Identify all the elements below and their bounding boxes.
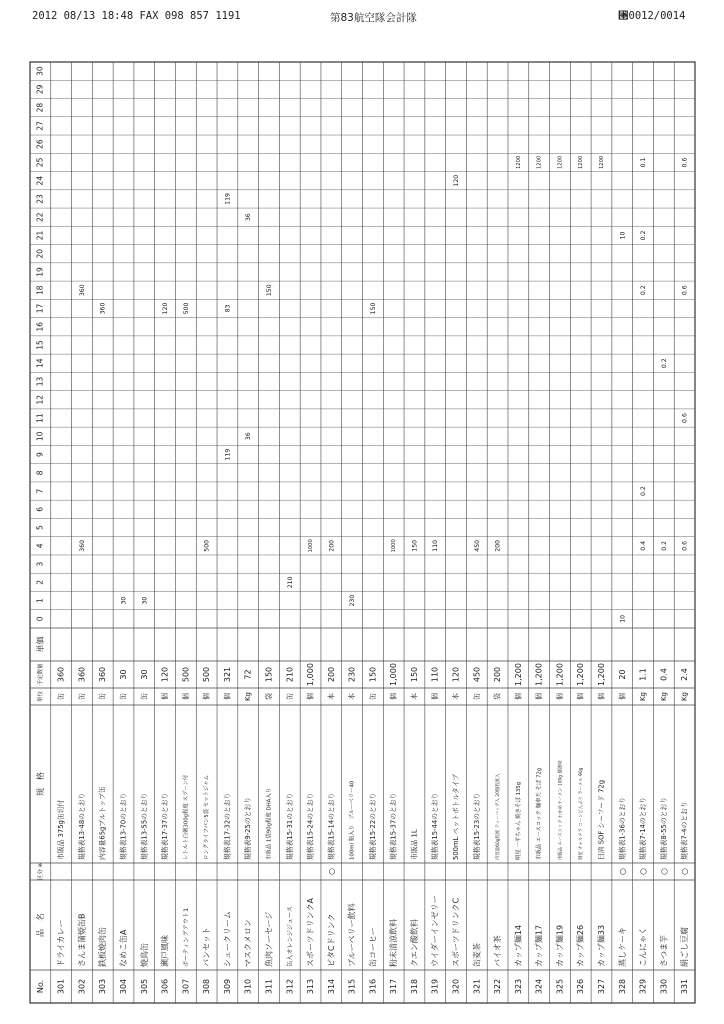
item-unit: 個 — [576, 693, 585, 700]
item-name: 蒸しケーキ — [617, 927, 627, 967]
table-row — [243, 213, 253, 994]
item-spec: 規格表9-25のとおり — [244, 796, 253, 860]
row-number: 313 — [306, 978, 316, 995]
day-cell-4: 450 — [473, 539, 481, 552]
item-name: パンセット — [202, 927, 212, 967]
row-number: 318 — [409, 978, 419, 995]
item-unit: 缶 — [285, 693, 294, 700]
day-cell-17: 500 — [182, 302, 190, 315]
table-row — [596, 156, 606, 994]
table-row — [388, 539, 398, 994]
item-spec: 内容量60g程度 ティーバッグ入 20個程度入 — [496, 773, 502, 860]
header-spec: 規 格 — [35, 772, 45, 796]
header-day-3: 3 — [35, 561, 45, 567]
item-name: 缶コーヒー — [368, 927, 378, 967]
header-price: 単価 — [35, 636, 45, 653]
item-spec: 規格表13-70のとおり — [119, 792, 128, 860]
item-name: ビタCドリンク — [326, 913, 336, 967]
item-spec: 規格表1-36のとおり — [618, 796, 627, 860]
item-spec: 規格表15-31のとおり — [285, 792, 294, 860]
header-day-1: 1 — [35, 598, 45, 604]
item-quantity: 360 — [98, 666, 108, 683]
day-cell-17: 150 — [369, 302, 377, 315]
day-cell-1: 30 — [141, 596, 149, 605]
item-name: ウイダーインゼリー — [430, 895, 440, 967]
item-spec: 規格表15-14のとおり — [327, 792, 336, 860]
table-row — [409, 540, 419, 994]
row-number: 328 — [617, 978, 627, 995]
item-unit: 個 — [161, 693, 170, 700]
header-unit: 単位 — [37, 690, 44, 703]
row-number: 304 — [119, 978, 129, 995]
item-unit: 缶 — [140, 693, 149, 700]
item-quantity: 1,000 — [389, 663, 399, 686]
day-cell-18: 0.2 — [640, 285, 648, 296]
day-cell-17: 83 — [224, 304, 232, 313]
item-unit: 個 — [431, 693, 440, 700]
row-mark: ○ — [638, 868, 648, 875]
header-day-4: 4 — [35, 543, 45, 549]
item-spec: 規格表15-23のとおり — [472, 792, 481, 860]
header-no: No. — [35, 979, 45, 994]
header-day-13: 13 — [35, 376, 45, 387]
header-day-29: 29 — [35, 84, 45, 95]
row-number: 315 — [347, 978, 357, 995]
row-mark: ○ — [326, 868, 336, 875]
item-quantity: 210 — [285, 666, 295, 683]
table-row — [513, 156, 523, 994]
item-name: なめこ缶A — [119, 929, 129, 967]
day-cell-4: 110 — [432, 539, 440, 552]
item-unit: 缶 — [472, 693, 481, 700]
item-unit: 個 — [306, 693, 315, 700]
day-cell-18: 0.6 — [681, 285, 689, 296]
item-quantity: 120 — [451, 666, 461, 683]
row-number: 301 — [56, 978, 66, 995]
day-cell-4: 1000 — [391, 539, 398, 553]
row-mark: ○ — [680, 868, 690, 875]
item-unit: Kg — [659, 691, 668, 702]
item-spec: 明星 チャルメラ コーンどんぶり ラーメル 90g — [579, 767, 585, 860]
day-cell-23: 119 — [224, 193, 232, 205]
header-day-24: 24 — [35, 175, 45, 186]
item-quantity: 321 — [222, 666, 232, 683]
item-name: クエン酸飲料 — [409, 919, 419, 967]
row-number: 326 — [576, 978, 586, 995]
table-row — [118, 597, 128, 995]
item-unit: Kg — [680, 691, 689, 702]
table-row — [679, 157, 689, 994]
item-spec: 規格表7-14のとおり — [639, 796, 648, 860]
day-cell-25: 1200 — [578, 155, 585, 170]
header-day-30: 30 — [35, 66, 45, 76]
header-day-19: 19 — [35, 267, 45, 277]
header-day-5: 5 — [35, 525, 45, 530]
fax-header-page: ⑓0012/0014 — [618, 10, 686, 22]
table-row — [326, 540, 336, 994]
table-row — [658, 358, 668, 994]
header-day-2: 2 — [35, 579, 45, 585]
item-spec: 明星 一平ちゃん 焼きそば 135g — [515, 781, 522, 860]
item-spec: ロングライフパン5袋 セットジャム — [204, 774, 211, 860]
item-spec: 市販品 1L — [410, 829, 419, 860]
item-quantity: 1,200 — [555, 663, 565, 686]
row-number: 321 — [472, 978, 482, 995]
day-cell-17: 360 — [99, 302, 107, 315]
day-cell-2: 210 — [286, 576, 294, 589]
day-cell-18: 150 — [265, 284, 273, 297]
item-spec: 規格表15-37のとおり — [389, 792, 398, 860]
row-number: 306 — [160, 978, 170, 995]
item-unit: 缶 — [98, 693, 107, 700]
item-unit: Kg — [639, 691, 648, 702]
header-day-7: 7 — [35, 488, 45, 494]
header-day-17: 17 — [35, 303, 45, 314]
item-unit: 個 — [618, 693, 627, 700]
fax-header-left: 2012 08/13 18:48 FAX 098 857 1191 — [32, 10, 241, 22]
item-name: 鉄板焼肉缶 — [98, 927, 108, 967]
item-unit: 缶 — [77, 693, 86, 700]
row-number: 310 — [243, 978, 253, 995]
item-name: カップ麺26 — [576, 924, 586, 967]
item-unit: 本 — [348, 693, 357, 700]
day-cell-21: 0.2 — [640, 230, 648, 241]
day-cell-25: 1200 — [598, 155, 605, 170]
row-number: 303 — [98, 978, 108, 995]
item-quantity: 30 — [139, 669, 149, 680]
item-name: カップ麺17 — [534, 924, 544, 967]
item-spec: レトルト白粥300g程度 スプーン付 — [183, 774, 190, 860]
item-quantity: 360 — [56, 666, 66, 683]
item-unit: 袋 — [493, 693, 502, 700]
row-number: 302 — [77, 978, 87, 995]
item-name: さつま芋 — [659, 935, 669, 967]
day-cell-4: 360 — [78, 539, 86, 552]
row-number: 322 — [493, 978, 503, 995]
row-number: 307 — [181, 978, 191, 995]
item-spec: 規格表15-24のとおり — [306, 792, 315, 860]
item-name: スポーツドリンクA — [306, 898, 316, 967]
table-row — [202, 540, 212, 994]
table-row — [534, 156, 544, 994]
item-unit: 個 — [514, 693, 523, 700]
item-name: 粉末清涼飲料 — [389, 919, 399, 967]
header-day-15: 15 — [35, 340, 45, 350]
item-spec: 市販品 エースコック わかめラーメン 100g 醤油味 — [558, 760, 564, 860]
day-cell-9: 119 — [224, 448, 232, 461]
item-name: ドライカレー — [56, 919, 66, 967]
row-number: 320 — [451, 978, 461, 995]
row-number: 316 — [368, 978, 378, 995]
item-name: マスクメロン — [243, 919, 253, 967]
row-mark: ○ — [617, 868, 627, 875]
item-quantity: 360 — [77, 666, 87, 683]
item-quantity: 1,200 — [534, 663, 544, 686]
day-cell-18: 360 — [78, 284, 86, 297]
day-cell-4: 1000 — [308, 539, 315, 553]
item-name: 缶麦茶 — [472, 943, 482, 967]
item-name: 焼鳥缶 — [139, 943, 149, 967]
item-quantity: 150 — [264, 666, 274, 683]
row-number: 317 — [389, 978, 399, 995]
table-row — [97, 303, 107, 995]
item-unit: 本 — [452, 693, 461, 700]
header-day-0: 0 — [35, 616, 45, 622]
table-row — [575, 156, 585, 994]
header-qty: 予定数量 — [37, 663, 44, 686]
row-number: 308 — [202, 978, 212, 995]
day-cell-4: 0.4 — [640, 540, 648, 551]
day-cell-17: 120 — [162, 302, 170, 315]
item-quantity: 200 — [493, 666, 503, 683]
item-unit: 個 — [181, 693, 190, 700]
item-quantity: 1.1 — [638, 668, 648, 681]
item-name: スポーツドリンクC — [451, 897, 461, 967]
item-spec: 500mL ペットボトルタイプ — [452, 773, 461, 860]
item-name: さんま蒲焼缶B — [77, 913, 87, 967]
header-day-20: 20 — [35, 248, 45, 259]
item-spec: 規格表7-4のとおり — [680, 801, 689, 860]
item-quantity: 0.4 — [659, 668, 669, 681]
item-unit: 缶 — [57, 693, 66, 700]
item-name: 瀬戸風味 — [160, 935, 170, 967]
day-cell-4: 0.6 — [681, 540, 689, 551]
item-name: カップ麺14 — [513, 924, 523, 967]
table-row — [181, 303, 191, 995]
table-row — [306, 539, 316, 994]
item-quantity: 150 — [368, 666, 378, 683]
item-unit: 個 — [389, 693, 398, 700]
header-day-18: 18 — [35, 285, 45, 295]
item-spec: 規格表8-55のとおり — [659, 796, 668, 860]
header-day-28: 28 — [35, 102, 45, 113]
item-name: カップ麺19 — [555, 924, 565, 967]
item-quantity: 230 — [347, 666, 357, 683]
row-number: 312 — [285, 978, 295, 995]
item-unit: 缶 — [368, 693, 377, 700]
day-cell-22: 36 — [245, 213, 253, 222]
day-cell-7: 0.2 — [640, 486, 648, 496]
item-name: カップ麺33 — [596, 924, 606, 967]
item-unit: 個 — [202, 693, 211, 700]
item-unit: 個 — [223, 693, 232, 700]
table-row — [451, 175, 461, 994]
item-spec: 規格表15-22のとおり — [368, 792, 377, 860]
item-quantity: 1,200 — [576, 663, 586, 686]
day-cell-4: 150 — [411, 539, 419, 552]
item-quantity: 1,200 — [513, 663, 523, 686]
item-name: 絹ごし豆腐 — [680, 927, 690, 967]
day-cell-4: 200 — [494, 539, 502, 552]
item-quantity: 450 — [472, 666, 482, 683]
item-quantity: 20 — [617, 669, 627, 680]
header-day-9: 9 — [35, 452, 45, 457]
table-row — [554, 156, 564, 994]
item-spec: 規格表13-48のとおり — [77, 792, 86, 860]
day-cell-1: 230 — [349, 594, 357, 607]
row-number: 329 — [638, 978, 648, 995]
item-unit: 袋 — [264, 693, 273, 700]
item-name: 缶入オレンジジュース — [286, 906, 294, 967]
row-number: 319 — [430, 978, 440, 995]
table-row — [139, 597, 149, 995]
item-spec: 内容量65gプルトップ缶 — [98, 786, 107, 860]
item-quantity: 120 — [160, 666, 170, 683]
header-day-10: 10 — [35, 431, 45, 442]
day-cell-21: 10 — [619, 231, 627, 240]
row-number: 327 — [596, 978, 606, 995]
item-name: ポーティングアウト1 — [182, 907, 190, 967]
fax-header-sender: 第83航空隊会計隊 — [330, 12, 417, 24]
day-cell-11: 0.6 — [681, 413, 689, 423]
row-number: 325 — [555, 978, 565, 995]
item-unit: 本 — [410, 693, 419, 700]
table-row — [56, 667, 66, 994]
header-day-27: 27 — [35, 121, 45, 131]
header-day-21: 21 — [35, 230, 45, 241]
row-number: 309 — [222, 978, 232, 995]
day-cell-25: 0.1 — [640, 157, 648, 168]
table-row — [492, 540, 502, 994]
row-number: 330 — [659, 978, 669, 995]
item-name: ブルーベリー飲料 — [347, 903, 357, 967]
item-quantity: 150 — [409, 666, 419, 683]
table-row — [638, 157, 648, 994]
item-unit: 缶 — [119, 693, 128, 700]
item-unit: 個 — [555, 693, 564, 700]
day-cell-24: 120 — [453, 174, 461, 187]
item-spec: 規格表17-37のとおり — [161, 792, 170, 860]
item-quantity: 1,000 — [306, 663, 316, 686]
item-quantity: 500 — [202, 666, 212, 683]
item-spec: 市販品 1袋90g程度 DHA入り — [266, 787, 273, 860]
item-quantity: 30 — [119, 669, 129, 680]
item-quantity: 500 — [181, 666, 191, 683]
day-cell-14: 0.2 — [660, 358, 668, 369]
table-row — [347, 595, 357, 994]
header-day-16: 16 — [35, 321, 45, 332]
day-cell-25: 1200 — [557, 155, 564, 170]
header-day-12: 12 — [35, 395, 45, 405]
item-quantity: 110 — [430, 666, 440, 683]
item-unit: 個 — [597, 693, 606, 700]
day-cell-4: 500 — [203, 539, 211, 552]
table-row — [471, 540, 481, 994]
item-unit: 個 — [535, 693, 544, 700]
item-unit: Kg — [244, 691, 253, 702]
day-cell-25: 1200 — [515, 155, 522, 170]
item-quantity: 1,200 — [596, 663, 606, 686]
row-number: 305 — [139, 978, 149, 995]
table-row — [285, 576, 295, 994]
day-cell-10: 36 — [245, 432, 253, 441]
table-row — [367, 303, 377, 995]
table-row — [430, 540, 440, 994]
item-spec: 日清 SOF シーフード 72g — [597, 779, 606, 860]
item-name: こんにゃく — [638, 927, 648, 967]
header-day-11: 11 — [35, 413, 45, 423]
header-item: 品 名 — [35, 913, 45, 937]
table-row — [222, 193, 232, 994]
item-spec: 100ml 瓶入り ブルーベリー40 — [349, 780, 356, 860]
row-number: 323 — [513, 978, 523, 995]
item-quantity: 2.4 — [680, 668, 690, 681]
header-day-26: 26 — [35, 139, 45, 149]
day-cell-4: 200 — [328, 539, 336, 552]
item-spec: 市販品 エースコック 麺奉天 そば 72g — [536, 767, 543, 860]
header-day-14: 14 — [35, 358, 45, 369]
day-cell-25: 1200 — [536, 155, 543, 170]
day-cell-0: 10 — [619, 614, 627, 623]
header-day-8: 8 — [35, 470, 45, 476]
header-day-22: 22 — [35, 212, 45, 222]
row-mark: ○ — [659, 868, 669, 875]
day-cell-4: 0.2 — [660, 540, 668, 551]
row-number: 314 — [326, 978, 336, 995]
item-unit: 本 — [327, 693, 336, 700]
day-cell-1: 30 — [120, 596, 128, 605]
header-day-25: 25 — [35, 157, 45, 168]
item-spec: 市販品 375g缶切付 — [57, 799, 66, 860]
item-spec: 規格表13-55のとおり — [140, 792, 149, 860]
header-day-23: 23 — [35, 194, 45, 204]
item-name: バイオ茶 — [493, 935, 503, 967]
table-row — [160, 303, 170, 995]
row-number: 324 — [534, 978, 544, 995]
day-cell-25: 0.6 — [681, 157, 689, 168]
item-quantity: 200 — [326, 666, 336, 683]
row-number: 311 — [264, 978, 274, 995]
item-spec: 規格表17-32のとおり — [223, 792, 232, 860]
item-name: 魚肉ソーセージ — [264, 911, 274, 967]
item-spec: 規格表15-44のとおり — [431, 792, 440, 860]
header-day-6: 6 — [35, 506, 45, 512]
header-mark: 区分 ※ — [37, 862, 44, 881]
item-quantity: 72 — [243, 669, 253, 680]
row-number: 331 — [680, 978, 690, 995]
item-name: シュークリーム — [222, 911, 232, 967]
